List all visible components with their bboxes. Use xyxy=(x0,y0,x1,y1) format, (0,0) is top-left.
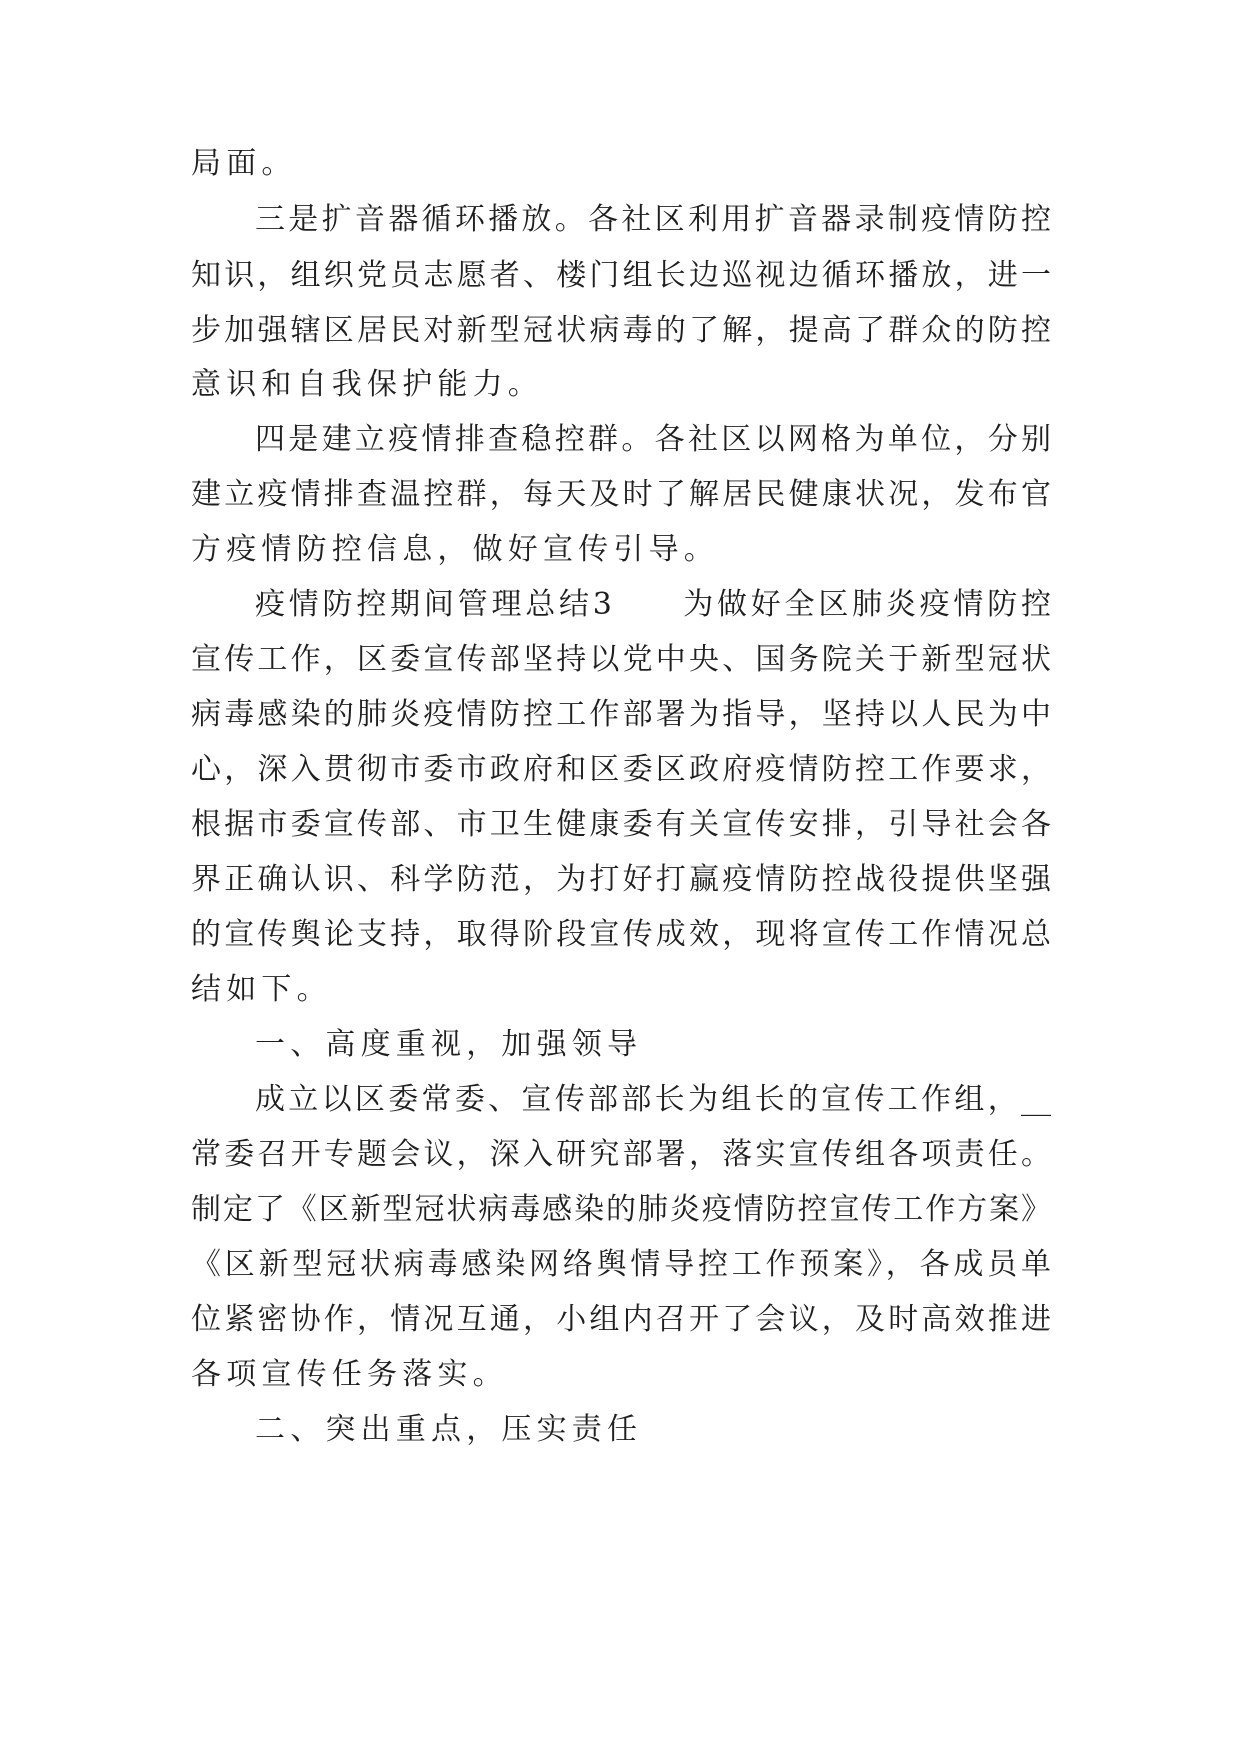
text-line: 常委召开专题会议，深入研究部署，落实宣传组各项责任。 xyxy=(191,1137,1051,1172)
text-line: 知识，组织党员志愿者、楼门组长边巡视边循环播放，进一 xyxy=(191,258,1051,293)
paragraph-start: 三是扩音器循环播放。各社区利用扩音器录制疫情防控 xyxy=(255,202,1051,237)
text-line: 心，深入贯彻市委市政府和区委区政府疫情防控工作要求， xyxy=(191,752,1051,787)
section-heading: 二、突出重点，压实责任 xyxy=(255,1412,643,1447)
section-heading-line: 疫情防控期间管理总结3 为做好全区肺炎疫情防控 xyxy=(255,587,1051,622)
text-line: 方疫情防控信息，做好宣传引导。 xyxy=(191,532,719,567)
text-line: 界正确认识、科学防范，为打好打赢疫情防控战役提供坚强 xyxy=(191,862,1051,897)
text-line: 意识和自我保护能力。 xyxy=(191,367,543,402)
text-line: 结如下。 xyxy=(191,972,332,1007)
text-line: 局面。 xyxy=(191,146,297,181)
text-line: 步加强辖区居民对新型冠状病毒的了解，提高了群众的防控 xyxy=(191,313,1051,348)
paragraph-start: 四是建立疫情排查稳控群。各社区以网格为单位，分别 xyxy=(255,422,1051,457)
paragraph-start: 成立以区委常委、宣传部部长为组长的宣传工作组，__ xyxy=(255,1082,1051,1117)
text-line: 建立疫情排查温控群，每天及时了解居民健康状况，发布官 xyxy=(191,477,1051,512)
section-heading: 一、高度重视，加强领导 xyxy=(255,1027,643,1062)
text-line: 根据市委宣传部、市卫生健康委有关宣传安排，引导社会各 xyxy=(191,807,1051,842)
text-line: 病毒感染的肺炎疫情防控工作部署为指导，坚持以人民为中 xyxy=(191,697,1051,732)
text-line: 的宣传舆论支持，取得阶段宣传成效，现将宣传工作情况总 xyxy=(191,917,1051,952)
text-line: 宣传工作，区委宣传部坚持以党中央、国务院关于新型冠状 xyxy=(191,642,1051,677)
text-line: 制定了《区新型冠状病毒感染的肺炎疫情防控宣传工作方案》 xyxy=(191,1192,1051,1227)
text-line: 《区新型冠状病毒感染网络舆情导控工作预案》，各成员单 xyxy=(191,1247,1051,1282)
text-line: 各项宣传任务落实。 xyxy=(191,1357,508,1392)
text-line: 位紧密协作，情况互通，小组内召开了会议，及时高效推进 xyxy=(191,1302,1051,1337)
